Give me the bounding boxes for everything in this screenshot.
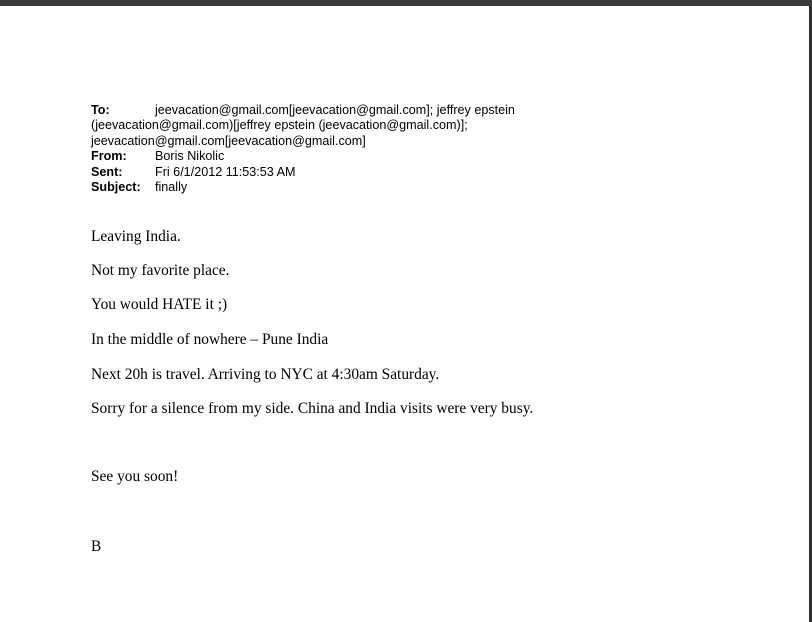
- signature: B: [91, 538, 102, 555]
- to-value-continued: (jeevacation@gmail.com)[jeffrey epstein (jeevacation@gmail.com)];: [91, 118, 468, 133]
- window-top-border: [0, 0, 812, 6]
- body-paragraph: You would HATE it ;): [91, 296, 228, 313]
- to-row: [91, 103, 561, 118]
- body-paragraph: Not my favorite place.: [91, 262, 230, 279]
- subject-label: Subject:: [91, 180, 141, 195]
- subject-row: [91, 180, 561, 195]
- subject-value: finally: [155, 180, 188, 195]
- from-label: From:: [91, 149, 127, 164]
- to-label: To:: [91, 103, 110, 117]
- email-header: [91, 103, 561, 195]
- sent-label: Sent:: [91, 164, 123, 179]
- body-paragraph: See you soon!: [91, 468, 179, 485]
- from-value: Boris Nikolic: [155, 149, 225, 164]
- from-row: [91, 149, 561, 164]
- body-paragraph: Leaving India.: [91, 228, 181, 245]
- to-value: jeevacation@gmail.com[jeevacation@gmail.com]; jeffrey epstein: [155, 103, 515, 117]
- body-paragraph: Sorry for a silence from my side. China and India visits were very busy.: [91, 400, 534, 417]
- body-paragraph: In the middle of nowhere – Pune India: [91, 331, 329, 348]
- body-paragraph: Next 20h is travel. Arriving to NYC at 4:30am Saturday.: [91, 366, 440, 383]
- sent-row: [91, 165, 561, 180]
- to-value-continued-2: jeevacation@gmail.com[jeevacation@gmail.com]: [91, 133, 366, 148]
- sent-value: Fri 6/1/2012 11:53:53 AM: [155, 164, 296, 179]
